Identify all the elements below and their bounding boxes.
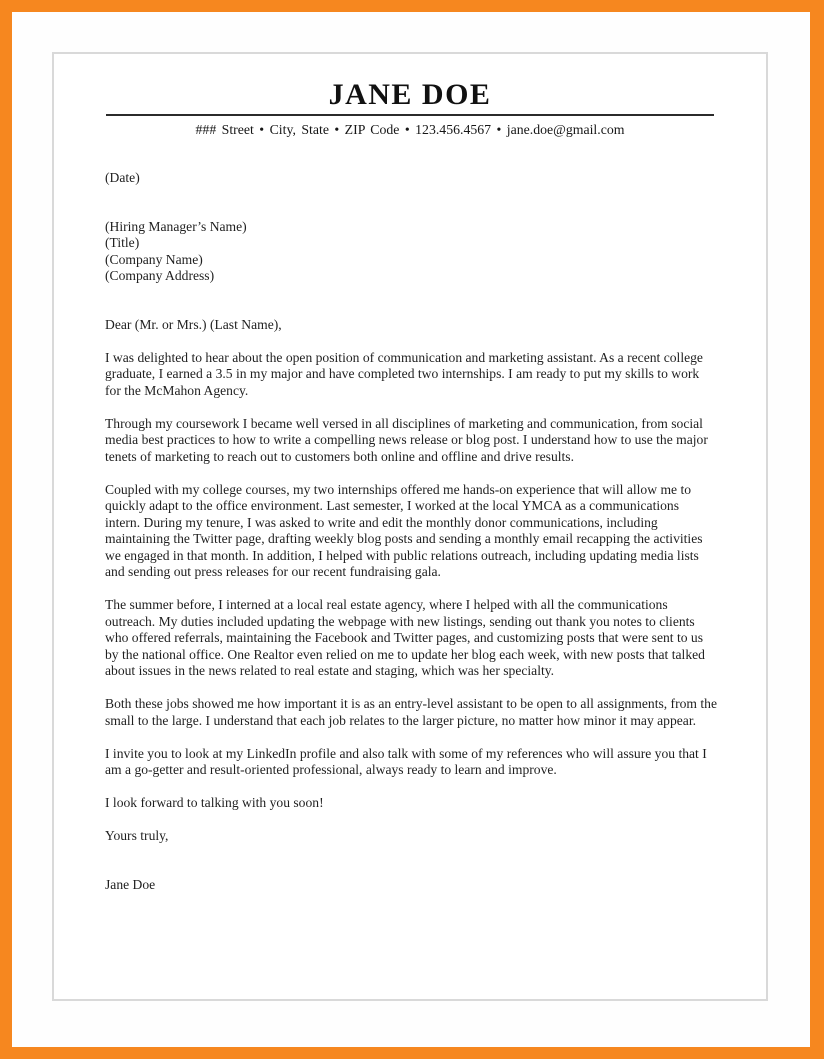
letterhead-name: JANE DOE (328, 78, 492, 111)
body-paragraph: Through my coursework I became well versed in all disciplines of marketing and communication, from social media best practices to how to write a compelling news release or blog post. I understand how to use the major tenets of marketing to reach out to customers both online and offline and drive results. (105, 415, 708, 464)
letterhead-contact: ### Street • City, State • ZIP Code • 123.456.4567 • jane.doe@gmail.com (195, 122, 625, 137)
signoff: Yours truly, (105, 828, 169, 843)
recipient-line-title: (Title) (105, 235, 140, 250)
letter-body (105, 170, 717, 893)
letter-page (52, 52, 768, 1001)
date-placeholder: (Date) (105, 170, 140, 185)
body-paragraph: Coupled with my college courses, my two internships offered me hands-on experience that will allow me to quickly adapt to the office environment. Last semester, I worked at the local YMCA as a communications intern. During my tenure, I was asked to write and edit the monthly donor communications, including maintaining the Twitter page, drafting weekly blog posts and sending a monthly email recapping the activities we engaged in that month. In addition, I helped with public relations outreach, including updating media lists and sending out press releases for our recent fundraising gala. (105, 481, 703, 579)
recipient-line-company-name: (Company Name) (105, 251, 203, 267)
body-paragraph: I was delighted to hear about the open position of communication and marketing assistant. As a recent college graduate, I earned a 3.5 in my major and have completed two internships. I am ready to put my skills to work for the McMahon Agency. (105, 349, 703, 398)
recipient-line-company-address: (Company Address) (105, 268, 215, 283)
letterhead (54, 79, 766, 138)
salutation: Dear (Mr. or Mrs.) (Last Name), (105, 316, 282, 332)
letterhead-divider (106, 114, 714, 116)
recipient-line-hiring-manager: (Hiring Manager’s Name) (105, 218, 247, 234)
closing-line: I look forward to talking with you soon! (105, 795, 324, 810)
body-paragraph: The summer before, I interned at a local real estate agency, where I helped with all the communications outreach. My duties included updating the webpage with new listings, sending out thank you notes to clients who offered referrals, maintaining the Facebook and Twitter pages, and customizing posts that were sent to us by the national office. One Realtor even relied on me to update her blog each week, with new posts that talked about issues in the news related to real estate and staging, which was her specialty. (105, 597, 705, 678)
signature-name: Jane Doe (105, 876, 156, 892)
recipient-block (105, 219, 717, 285)
body-paragraph: I invite you to look at my LinkedIn profile and also talk with some of my references who will assure you that I am a go-getter and result-oriented professional, always ready to learn and improve. (105, 745, 707, 777)
body-paragraph: Both these jobs showed me how important it is as an entry-level assistant to be open to all assignments, from the small to the large. I understand that each job relates to the larger picture, no matter how minor it may appear. (105, 696, 717, 728)
